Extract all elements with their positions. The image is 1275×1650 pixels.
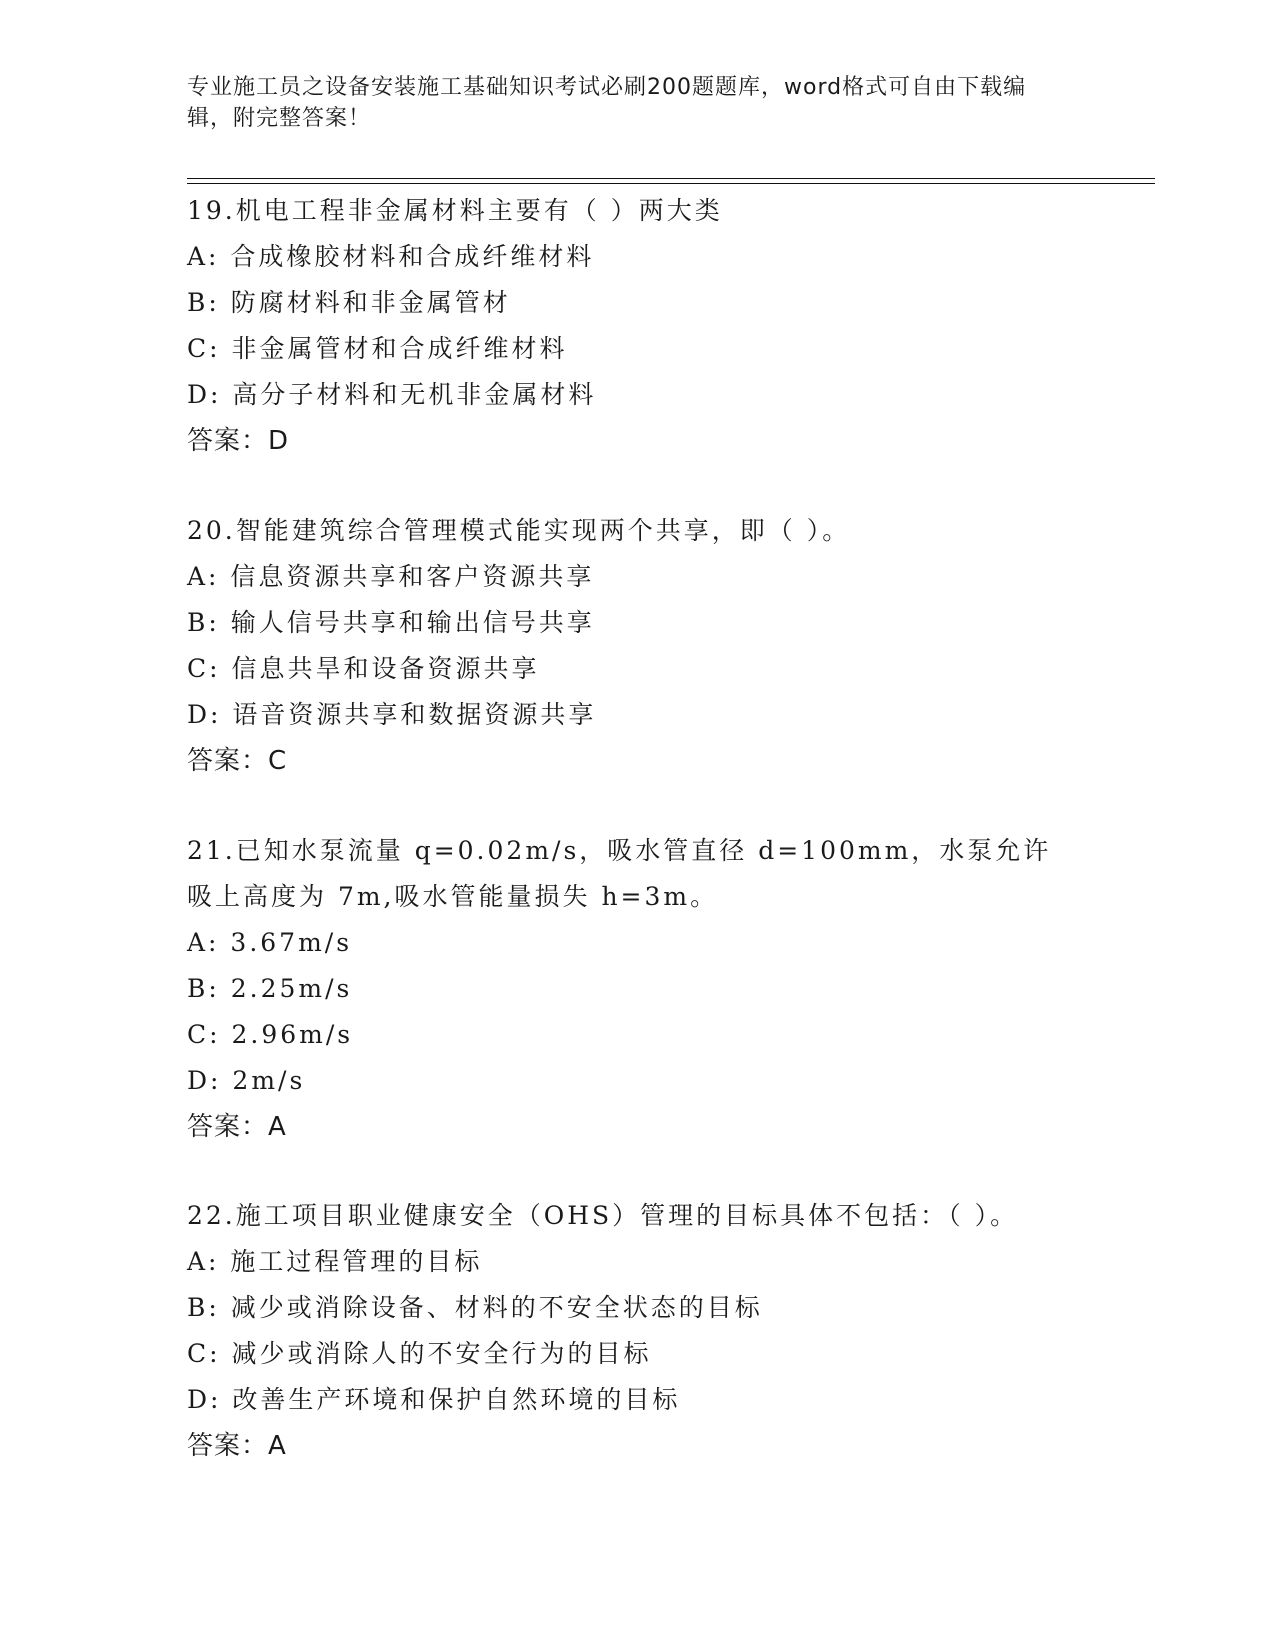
option-c: C: 减少或消除人的不安全行为的目标: [187, 1339, 652, 1368]
answer-line: [187, 1104, 1087, 1150]
option-c: C: 非金属管材和合成纤维材料: [187, 334, 568, 363]
option-c: C: 信息共旱和设备资源共享: [187, 654, 540, 683]
option-c: C: 2.96m/s: [187, 1020, 354, 1049]
option-a: A: 3.67m/s: [187, 928, 353, 957]
answer-value: D: [268, 426, 290, 456]
question-stem: 22.施工项目职业健康安全（OHS）管理的目标具体不包括：（ ）。: [187, 1201, 1019, 1230]
question-20: [187, 508, 1087, 784]
header-divider-top: [187, 178, 1155, 179]
question-stem: 21.已知水泵流量 q=0.02m/s，吸水管直径 d=100mm，水泵允许吸上高度为 7m,吸水管能量损失 h=3m。: [187, 836, 1052, 911]
answer-label: 答案：: [187, 746, 269, 776]
option-d: D: 高分子材料和无机非金属材料: [187, 380, 597, 409]
answer-line: [187, 738, 1087, 784]
question-21: [187, 828, 1087, 1150]
answer-line: [187, 1423, 1087, 1469]
question-stem: 19.机电工程非金属材料主要有（ ）两大类: [187, 196, 723, 225]
option-a: A: 合成橡胶材料和合成纤维材料: [187, 242, 595, 271]
option-d: D: 2m/s: [187, 1066, 306, 1095]
answer-label: 答案：: [187, 1431, 269, 1461]
answer-value: C: [268, 746, 288, 776]
question-stem: 20.智能建筑综合管理模式能实现两个共享，即（ ）。: [187, 516, 851, 545]
option-a: A: 信息资源共享和客户资源共享: [187, 562, 595, 591]
question-19: [187, 188, 1087, 464]
answer-label: 答案：: [187, 1112, 269, 1142]
option-b: B: 输人信号共享和输出信号共享: [187, 608, 595, 637]
document-header: [187, 72, 1067, 134]
option-b: B: 减少或消除设备、材料的不安全状态的目标: [187, 1293, 763, 1322]
option-a: A: 施工过程管理的目标: [187, 1247, 483, 1276]
option-d: D: 语音资源共享和数据资源共享: [187, 700, 597, 729]
answer-value: A: [268, 1112, 287, 1142]
option-d: D: 改善生产环境和保护自然环境的目标: [187, 1385, 681, 1414]
option-b: B: 防腐材料和非金属管材: [187, 288, 511, 317]
header-title: 专业施工员之设备安装施工基础知识考试必刷200题题库，word格式可自由下载编辑，附完整答案！: [187, 75, 1027, 131]
option-b: B: 2.25m/s: [187, 974, 353, 1003]
answer-label: 答案：: [187, 426, 269, 456]
answer-line: [187, 418, 1087, 464]
question-22: [187, 1193, 1087, 1469]
header-divider-bottom: [187, 183, 1155, 184]
answer-value: A: [268, 1431, 287, 1461]
